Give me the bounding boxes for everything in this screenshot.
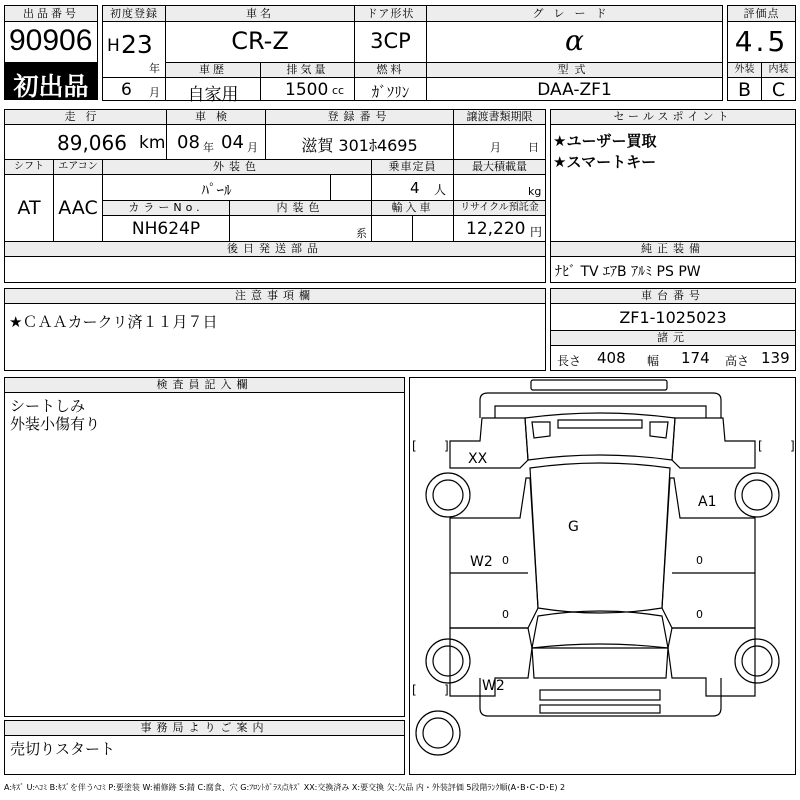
load-unit: kg xyxy=(528,185,542,198)
sales-point: ★ユーザー買取 xyxy=(553,132,657,150)
lot-label: 出品番号 xyxy=(4,5,98,22)
later-parts-label: 後日発送部品 xyxy=(4,241,546,257)
shift: AT xyxy=(17,197,41,219)
equipment: ﾅﾋﾞ TV ｴｱB ｱﾙﾐ PS PW xyxy=(555,264,701,280)
cc-unit: cc xyxy=(332,84,345,97)
ext-box xyxy=(727,77,762,101)
mileage-box xyxy=(4,124,167,160)
insp-year-unit: 年 xyxy=(203,141,214,154)
equipment-label: 純正装備 xyxy=(550,241,796,257)
import-box-2 xyxy=(412,215,454,242)
color-extra-box xyxy=(330,174,372,201)
width: 174 xyxy=(681,349,710,367)
later-parts-box xyxy=(4,256,546,283)
chassis-box xyxy=(550,303,796,331)
chassis-number: ZF1-1025023 xyxy=(619,308,727,327)
recycle: 12,220 xyxy=(466,219,526,239)
fuel-box xyxy=(354,77,427,101)
shift-label: シフト xyxy=(4,159,54,175)
transfer-box xyxy=(453,124,546,160)
reg-era: H xyxy=(107,36,120,56)
ac-box xyxy=(53,174,103,242)
score-box xyxy=(727,21,796,63)
car-name-label: 車名 xyxy=(165,5,355,22)
history-box xyxy=(165,77,261,105)
plate-label: 登録番号 xyxy=(265,109,454,125)
bracket: ] xyxy=(790,439,795,453)
reg-month: 6 xyxy=(121,80,132,100)
inspector-line: 外装小傷有り xyxy=(10,415,101,433)
damage-mark: 0 xyxy=(502,554,509,567)
door-box xyxy=(354,21,427,63)
car-diagram xyxy=(410,378,795,774)
damage-mark: 0 xyxy=(696,554,703,567)
sales-label: セールスポイント xyxy=(550,109,796,125)
model: DAA-ZF1 xyxy=(537,80,612,100)
reg-month-unit: 月 xyxy=(149,86,160,99)
damage-mark: W2 xyxy=(482,678,505,694)
yen-unit: 円 xyxy=(530,225,543,239)
import-box xyxy=(371,215,413,242)
displacement-label: 排気量 xyxy=(260,62,355,78)
notes-label: 注意事項欄 xyxy=(4,288,546,304)
notes: ★ＣＡＡカークリ済１１月７日 xyxy=(9,313,218,331)
chassis-label: 車台番号 xyxy=(550,288,796,304)
bracket: [ xyxy=(412,683,417,697)
legend: A:ｷｽﾞ U:ﾍｺﾐ B:ｷｽﾞを伴うﾍｺﾐ P:要塗装 W:補修跡 S:錆 C:腐食、穴 G:ﾌﾛﾝﾄｶﾞﾗｽ点ｷｽﾞ XX:交換済み X:要交換 欠:欠品 内・外装評価 5段階ﾗﾝｸ順(A･B･C･D･E) 2 xyxy=(4,783,566,792)
fuel: ｶﾞｿﾘﾝ xyxy=(371,83,410,101)
plate-box xyxy=(265,124,454,160)
bracket: [ xyxy=(758,439,763,453)
ac: AAC xyxy=(58,197,98,219)
ac-label: エアコン xyxy=(53,159,103,175)
ext-label: 外装 xyxy=(727,62,762,78)
recycle-box xyxy=(453,215,546,242)
color: ﾊﾟｰﾙ xyxy=(201,181,232,199)
inspection-label: 車検 xyxy=(166,109,266,125)
dims-box xyxy=(550,345,796,371)
inspector-label: 検査員記入欄 xyxy=(4,377,405,393)
sales-point: ★スマートキー xyxy=(553,153,657,171)
int-label: 内装 xyxy=(761,62,796,78)
equipment-box xyxy=(550,256,796,283)
recycle-label: リサイクル預託金 xyxy=(453,200,546,216)
load-label: 最大積載量 xyxy=(453,159,546,175)
lot-number: 90906 xyxy=(9,24,93,57)
import-label: 輸入車 xyxy=(371,200,454,216)
car-diagram-box xyxy=(409,377,796,775)
notes-box xyxy=(4,303,546,371)
ext-score: B xyxy=(737,79,752,101)
int-score: C xyxy=(771,79,786,101)
insp-month-unit: 月 xyxy=(247,141,258,154)
first-listing-text: 初出品 xyxy=(13,72,89,101)
displacement: 1500 xyxy=(285,80,329,100)
plate: 滋賀 301ﾎ4695 xyxy=(301,136,418,155)
int-box xyxy=(761,77,796,101)
damage-mark: A1 xyxy=(698,494,717,510)
first-listing-badge xyxy=(4,63,98,100)
lot-number-box xyxy=(4,21,98,63)
load-box xyxy=(453,174,546,201)
door: 3CP xyxy=(370,29,411,53)
interior-unit: 系 xyxy=(356,227,367,240)
reg-year-box xyxy=(102,21,166,78)
door-label: ドア形状 xyxy=(354,5,427,22)
color-no-label: カラーNo. xyxy=(102,200,230,216)
displacement-box xyxy=(260,77,355,101)
length: 408 xyxy=(597,349,626,367)
car-name: CR-Z xyxy=(231,27,289,55)
height: 139 xyxy=(761,349,790,367)
km-unit: km xyxy=(139,133,166,153)
damage-mark: W2 xyxy=(470,554,493,570)
width-label: 幅 xyxy=(647,354,660,368)
reg-year: 23 xyxy=(121,30,153,59)
model-label: 型式 xyxy=(426,62,723,78)
model-box xyxy=(426,77,723,101)
bracket: ] xyxy=(444,439,449,453)
capacity-label: 乗車定員 xyxy=(371,159,454,175)
damage-mark: 0 xyxy=(502,608,509,621)
reg-year-unit: 年 xyxy=(149,62,160,75)
damage-mark: G xyxy=(568,519,579,535)
capacity-unit: 人 xyxy=(434,183,447,197)
transfer-month-unit: 月 xyxy=(490,141,501,154)
insp-month: 04 xyxy=(221,132,244,153)
history-label: 車歴 xyxy=(165,62,261,78)
insp-year: 08 xyxy=(177,132,200,153)
dims-label: 諸元 xyxy=(550,330,796,346)
mileage: 89,066 xyxy=(57,131,127,155)
office-box xyxy=(4,735,405,775)
transfer-label: 譲渡書類期限 xyxy=(453,109,546,125)
interior-box xyxy=(229,215,372,242)
mileage-label: 走行 xyxy=(4,109,167,125)
fuel-label: 燃料 xyxy=(354,62,427,78)
damage-mark: XX xyxy=(468,451,488,467)
score-label: 評価点 xyxy=(727,5,796,22)
reg-month-box xyxy=(102,77,166,101)
grade-label: グレード xyxy=(426,5,723,22)
color-no: NH624P xyxy=(131,219,201,239)
office-label: 事務局よりご案内 xyxy=(4,720,405,736)
length-label: 長さ xyxy=(557,354,582,368)
inspector-line: シートしみ xyxy=(10,397,86,415)
color-box xyxy=(102,174,331,201)
sales-box xyxy=(550,124,796,242)
reg-label: 初度登録 xyxy=(102,5,166,22)
interior-label: 内装色 xyxy=(229,200,372,216)
capacity-box xyxy=(371,174,454,201)
bracket: ] xyxy=(444,683,449,697)
height-label: 高さ xyxy=(725,354,750,368)
inspection-box xyxy=(166,124,266,160)
shift-box xyxy=(4,174,54,242)
inspector-box xyxy=(4,392,405,717)
grade-box xyxy=(426,21,723,63)
color-no-box xyxy=(102,215,230,242)
capacity: 4 xyxy=(410,179,420,197)
damage-mark: 0 xyxy=(696,608,703,621)
score: 4.5 xyxy=(734,25,789,58)
transfer-day-unit: 日 xyxy=(528,141,539,154)
color-label: 外装色 xyxy=(102,159,372,175)
grade: α xyxy=(565,24,584,57)
bracket: [ xyxy=(412,439,417,453)
car-name-box xyxy=(165,21,355,63)
history: 自家用 xyxy=(187,85,239,105)
office-note: 売切りスタート xyxy=(10,740,116,758)
